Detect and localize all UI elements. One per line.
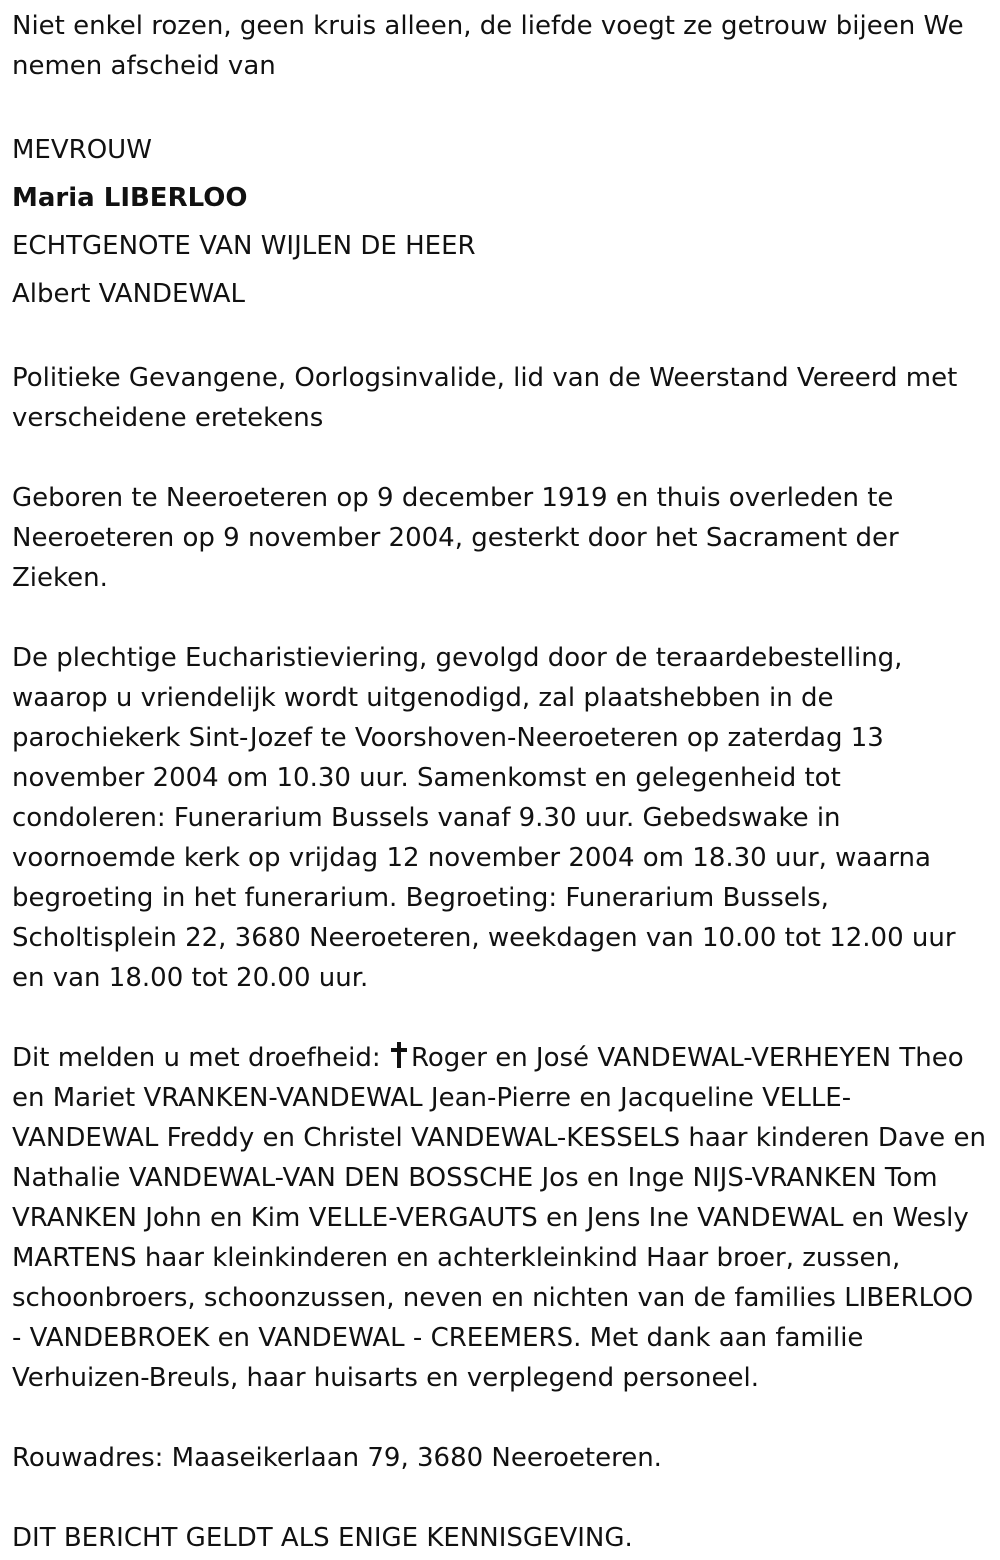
spouse-name: Albert VANDEWAL [12,279,246,309]
birth-death-text: Geboren te Neeroeteren op 9 december 1919 en thuis overleden te Neeroeteren op 9 november 2004, gesterkt door het Sacrament der Zieken. [12,483,899,593]
notice-text: DIT BERICHT GELDT ALS ENIGE KENNISGEVING. [12,1523,633,1553]
spacer [12,998,988,1038]
honours-text: Politieke Gevangene, Oorlogsinvalide, lid van de Weerstand Vereerd met verscheidene eretekens [12,363,958,433]
deceased-title: MEVROUW [12,135,152,165]
deceased-relation: ECHTGENOTE VAN WIJLEN DE HEER [12,231,476,261]
spacer [12,598,988,638]
mourners-lead: Dit melden u met droefheid: [12,1043,381,1073]
spacer [12,1398,988,1438]
intro-text: Niet enkel rozen, geen kruis alleen, de liefde voegt ze getrouw bijeen We nemen afscheid van [12,11,964,81]
spacer [12,318,988,358]
cross-icon [391,1042,407,1068]
mourning-address: Rouwadres: Maaseikerlaan 79, 3680 Neeroeteren. [12,1443,662,1473]
spacer [12,438,988,478]
spacer [12,86,988,126]
mourners-list: Roger en José VANDEWAL-VERHEYEN Theo en Mariet VRANKEN-VANDEWAL Jean-Pierre en Jacqueline VELLE-VANDEWAL Freddy en Christel VANDEWAL-KESSELS haar kinderen Dave en Nathalie VANDEWAL-VAN DEN BOSSCHE Jos en Inge NIJS-VRANKEN Tom VRANKEN John en Kim VELLE-VERGAUTS en Jens Ine VANDEWAL en Wesly MARTENS haar kleinkinderen en achterkleinkind Haar broer, zussen, schoonbroers, schoonzussen, neven en nichten van de families LIBERLOO - VANDEBROEK en VANDEWAL - CREEMERS. Met dank aan familie Verhuizen-Breuls, haar huisarts en verplegend personeel. [12,1043,986,1393]
ceremony-text: De plechtige Eucharistieviering, gevolgd door de teraardebestelling, waarop u vriendelijk wordt uitgenodigd, zal plaatshebben in de parochiekerk Sint-Jozef te Voorshoven-Neeroeteren op zaterdag 13 november 2004 om 10.30 uur. Samenkomst en gelegenheid tot condoleren: Funerarium Bussels vanaf 9.30 uur. Gebedswake in voornoemde kerk op vrijdag 12 november 2004 om 18.30 uur, waarna begroeting in het funerarium. Begroeting: Funerarium Bussels, Scholtisplein 22, 3680 Neeroeteren, weekdagen van 10.00 tot 12.00 uur en van 18.00 tot 20.00 uur. [12,643,956,993]
deceased-name: Maria LIBERLOO [12,183,248,213]
mourners-paragraph [12,1038,988,1398]
spacer [12,1478,988,1518]
